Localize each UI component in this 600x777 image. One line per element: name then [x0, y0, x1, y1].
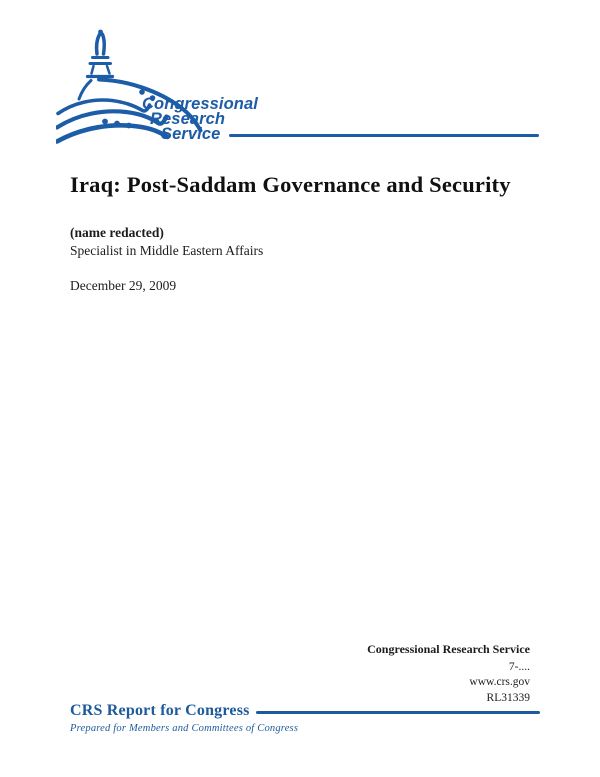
publisher-phone: 7-....: [508, 660, 530, 673]
logo-wordmark: [142, 97, 539, 142]
banner-rule: [256, 711, 540, 714]
banner-subtitle: Prepared for Members and Committees of Congress: [70, 723, 299, 734]
report-number: RL31339: [486, 691, 530, 704]
crs-report-banner: [70, 702, 540, 734]
logo-word-congressional: Congressional: [142, 95, 258, 113]
publisher-website-link[interactable]: www.crs.gov: [469, 676, 530, 688]
report-title: Iraq: Post-Saddam Governance and Security: [70, 172, 511, 197]
author-role: Specialist in Middle Eastern Affairs: [70, 243, 264, 258]
logo-rule: [229, 134, 539, 137]
logo-word-research: Research: [150, 110, 226, 128]
logo-word-service: Service: [161, 125, 221, 143]
author-name: (name redacted): [70, 225, 164, 240]
publisher-name: Congressional Research Service: [367, 642, 530, 656]
report-date: December 29, 2009: [70, 278, 177, 293]
publisher-block: [367, 642, 530, 706]
banner-title: CRS Report for Congress: [70, 702, 250, 719]
